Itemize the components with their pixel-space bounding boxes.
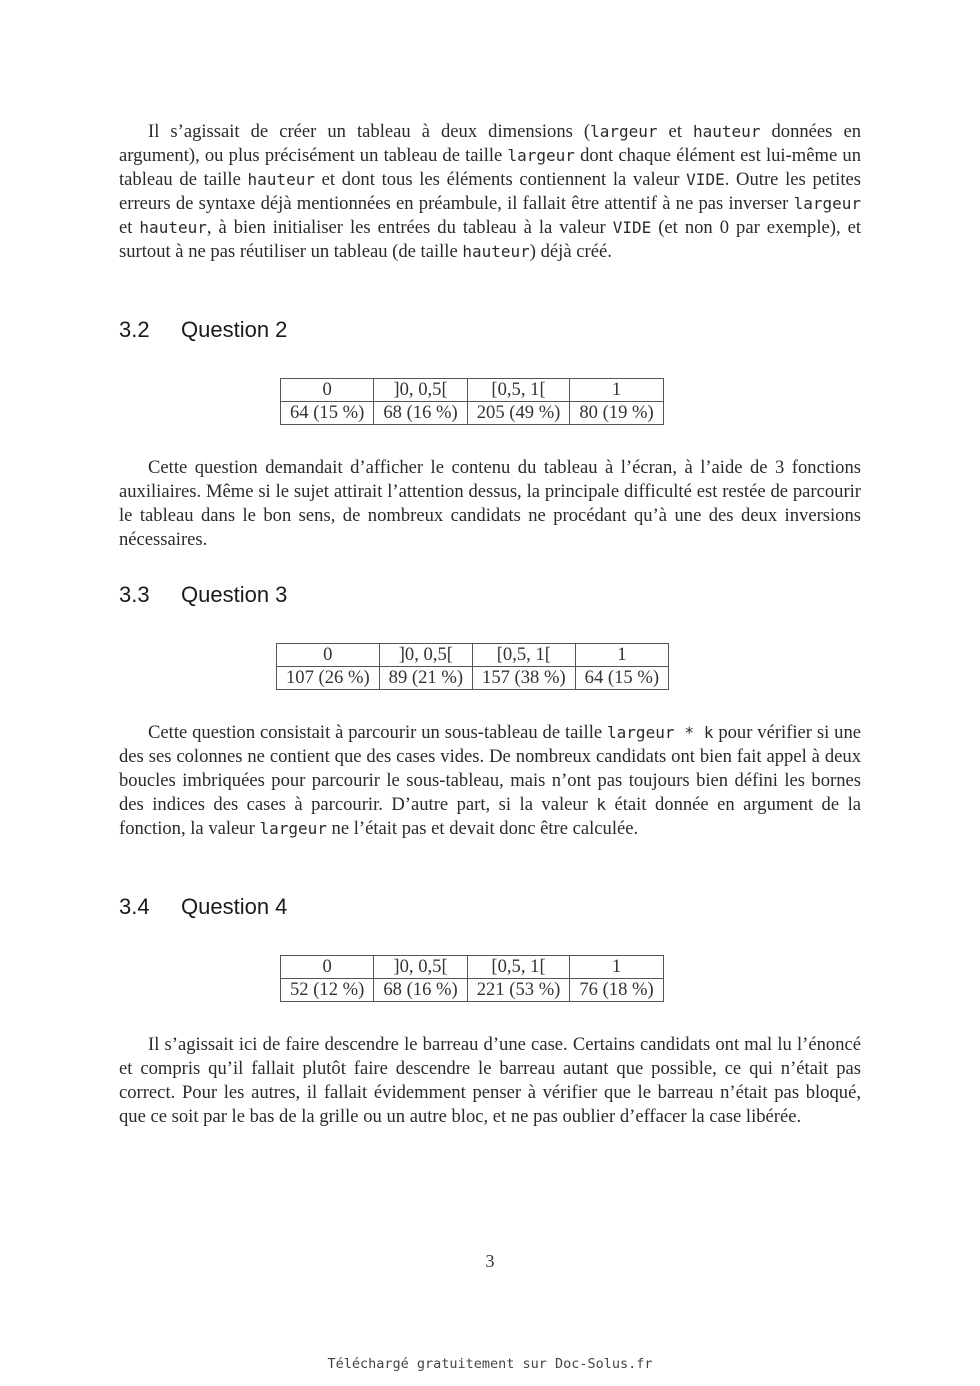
header-cell: ]0, 0,5[ <box>379 644 472 667</box>
inline-code: VIDE <box>686 170 725 189</box>
text-run: ne l’était pas et devait donc être calculée. <box>326 818 639 839</box>
inline-code: VIDE <box>612 218 652 237</box>
section-number: 3.4 <box>119 894 150 919</box>
section-heading-question-2 <box>119 317 287 343</box>
header-cell: 1 <box>570 379 663 402</box>
header-cell: 1 <box>575 644 668 667</box>
text-run: données en argument), ou plus précisément un tableau de taille <box>119 121 861 166</box>
value-cell: 221 (53 %) <box>467 979 570 1002</box>
paragraph-question-4 <box>119 1033 861 1129</box>
text-run: et <box>657 121 694 142</box>
inline-code: hauteur <box>139 218 207 237</box>
value-cell: 157 (38 %) <box>473 667 576 690</box>
text-run: et dont tous les éléments contiennent la valeur <box>314 169 687 190</box>
header-cell: 0 <box>281 956 374 979</box>
table-header-row <box>281 379 664 402</box>
section-title: Question 2 <box>181 317 288 342</box>
inline-code: hauteur <box>693 122 761 141</box>
text-run: Cette question demandait d’afficher le contenu du tableau à l’écran, à l’aide de 3 fonctions auxiliaires. Même si le sujet attirait l’attention dessus, la principale difficulté est restée de parcourir le tableau dans le bon sens, de nombreux candidats ne procédant qu’à une des deux inversions nécessaires. <box>119 457 861 550</box>
value-cell: 52 (12 %) <box>281 979 374 1002</box>
text-run: dont chaque élément est lui-même un tableau de taille <box>119 145 861 190</box>
text-run: Il s’agissait ici de faire descendre le barreau d’une case. Certains candidats ont mal lu l’énoncé et compris qu’il fallait plutôt faire descendre le barreau autant que possible, ce qui n’était pas correct. Pour les autres, il fallait évidemment penser à vérifier que le barreau n’était pas bloqué, que ce soit par le bas de la grille ou un autre bloc, et ne pas oublier d’effacer la case libérée. <box>119 1034 861 1127</box>
section-heading-question-3 <box>119 582 287 608</box>
paragraph-question-1 <box>119 120 861 264</box>
inline-code: hauteur <box>462 242 530 261</box>
section-number: 3.2 <box>119 317 150 342</box>
text-run: Il s’agissait de créer un tableau à deux dimensions ( <box>148 121 591 142</box>
table-header-row <box>277 644 669 667</box>
score-table-question-3 <box>276 643 669 690</box>
text-run: . Outre les petites erreurs de syntaxe déjà mentionnées en préambule, il fallait être attentif à ne pas inverser <box>119 169 861 214</box>
inline-code: hauteur <box>247 170 315 189</box>
inline-code: largeur * k <box>607 723 714 742</box>
value-cell: 205 (49 %) <box>467 402 570 425</box>
section-title: Question 4 <box>181 894 288 919</box>
header-cell: ]0, 0,5[ <box>374 956 467 979</box>
header-cell: ]0, 0,5[ <box>374 379 467 402</box>
inline-code: largeur <box>590 122 658 141</box>
text-run: Cette question consistait à parcourir un sous-tableau de taille <box>148 722 608 743</box>
score-table-question-2 <box>280 378 664 425</box>
inline-code: largeur <box>507 146 575 165</box>
value-cell: 64 (15 %) <box>575 667 668 690</box>
value-cell: 64 (15 %) <box>281 402 374 425</box>
table-header-row <box>281 956 664 979</box>
paragraph-question-2 <box>119 456 861 552</box>
value-cell: 80 (19 %) <box>570 402 663 425</box>
header-cell: [0,5, 1[ <box>467 379 570 402</box>
table-value-row <box>281 402 664 425</box>
inline-code: largeur <box>259 819 327 838</box>
footer-link-text[interactable]: Téléchargé gratuitement sur Doc-Solus.fr <box>327 1356 653 1372</box>
header-cell: [0,5, 1[ <box>473 644 576 667</box>
section-title: Question 3 <box>181 582 288 607</box>
value-cell: 89 (21 %) <box>379 667 472 690</box>
header-cell: 0 <box>277 644 380 667</box>
text-run: pour vérifier si une des ses colonnes ne contient que des cases vides. De nombreux candidats ont bien fait appel à deux boucles imbriquées pour parcourir le sous-tableau, mais n’ont pas toujours bien défini les bornes des indices des cases à parcourir. D’autre part, si la valeur <box>119 722 862 815</box>
text-run: (et non 0 par exemple), et surtout à ne pas réutiliser un tableau (de taille <box>119 217 862 262</box>
text-run: , à bien initialiser les entrées du tableau à la valeur <box>206 217 613 238</box>
score-table-question-4 <box>280 955 664 1002</box>
header-cell: 1 <box>570 956 663 979</box>
text-run: et <box>119 217 140 238</box>
header-cell: [0,5, 1[ <box>467 956 570 979</box>
inline-code: largeur <box>793 194 861 213</box>
value-cell: 68 (16 %) <box>374 979 467 1002</box>
value-cell: 68 (16 %) <box>374 402 467 425</box>
inline-code: k <box>596 795 607 814</box>
header-cell: 0 <box>281 379 374 402</box>
value-cell: 107 (26 %) <box>277 667 380 690</box>
section-number: 3.3 <box>119 582 150 607</box>
section-heading-question-4 <box>119 894 287 920</box>
value-cell: 76 (18 %) <box>570 979 663 1002</box>
table-value-row <box>281 979 664 1002</box>
paragraph-question-3 <box>119 721 861 841</box>
page-number: 3 <box>485 1251 495 1271</box>
table-value-row <box>277 667 669 690</box>
text-run: était donnée en argument de la fonction, la valeur <box>119 794 861 839</box>
text-run: ) déjà créé. <box>529 241 612 262</box>
